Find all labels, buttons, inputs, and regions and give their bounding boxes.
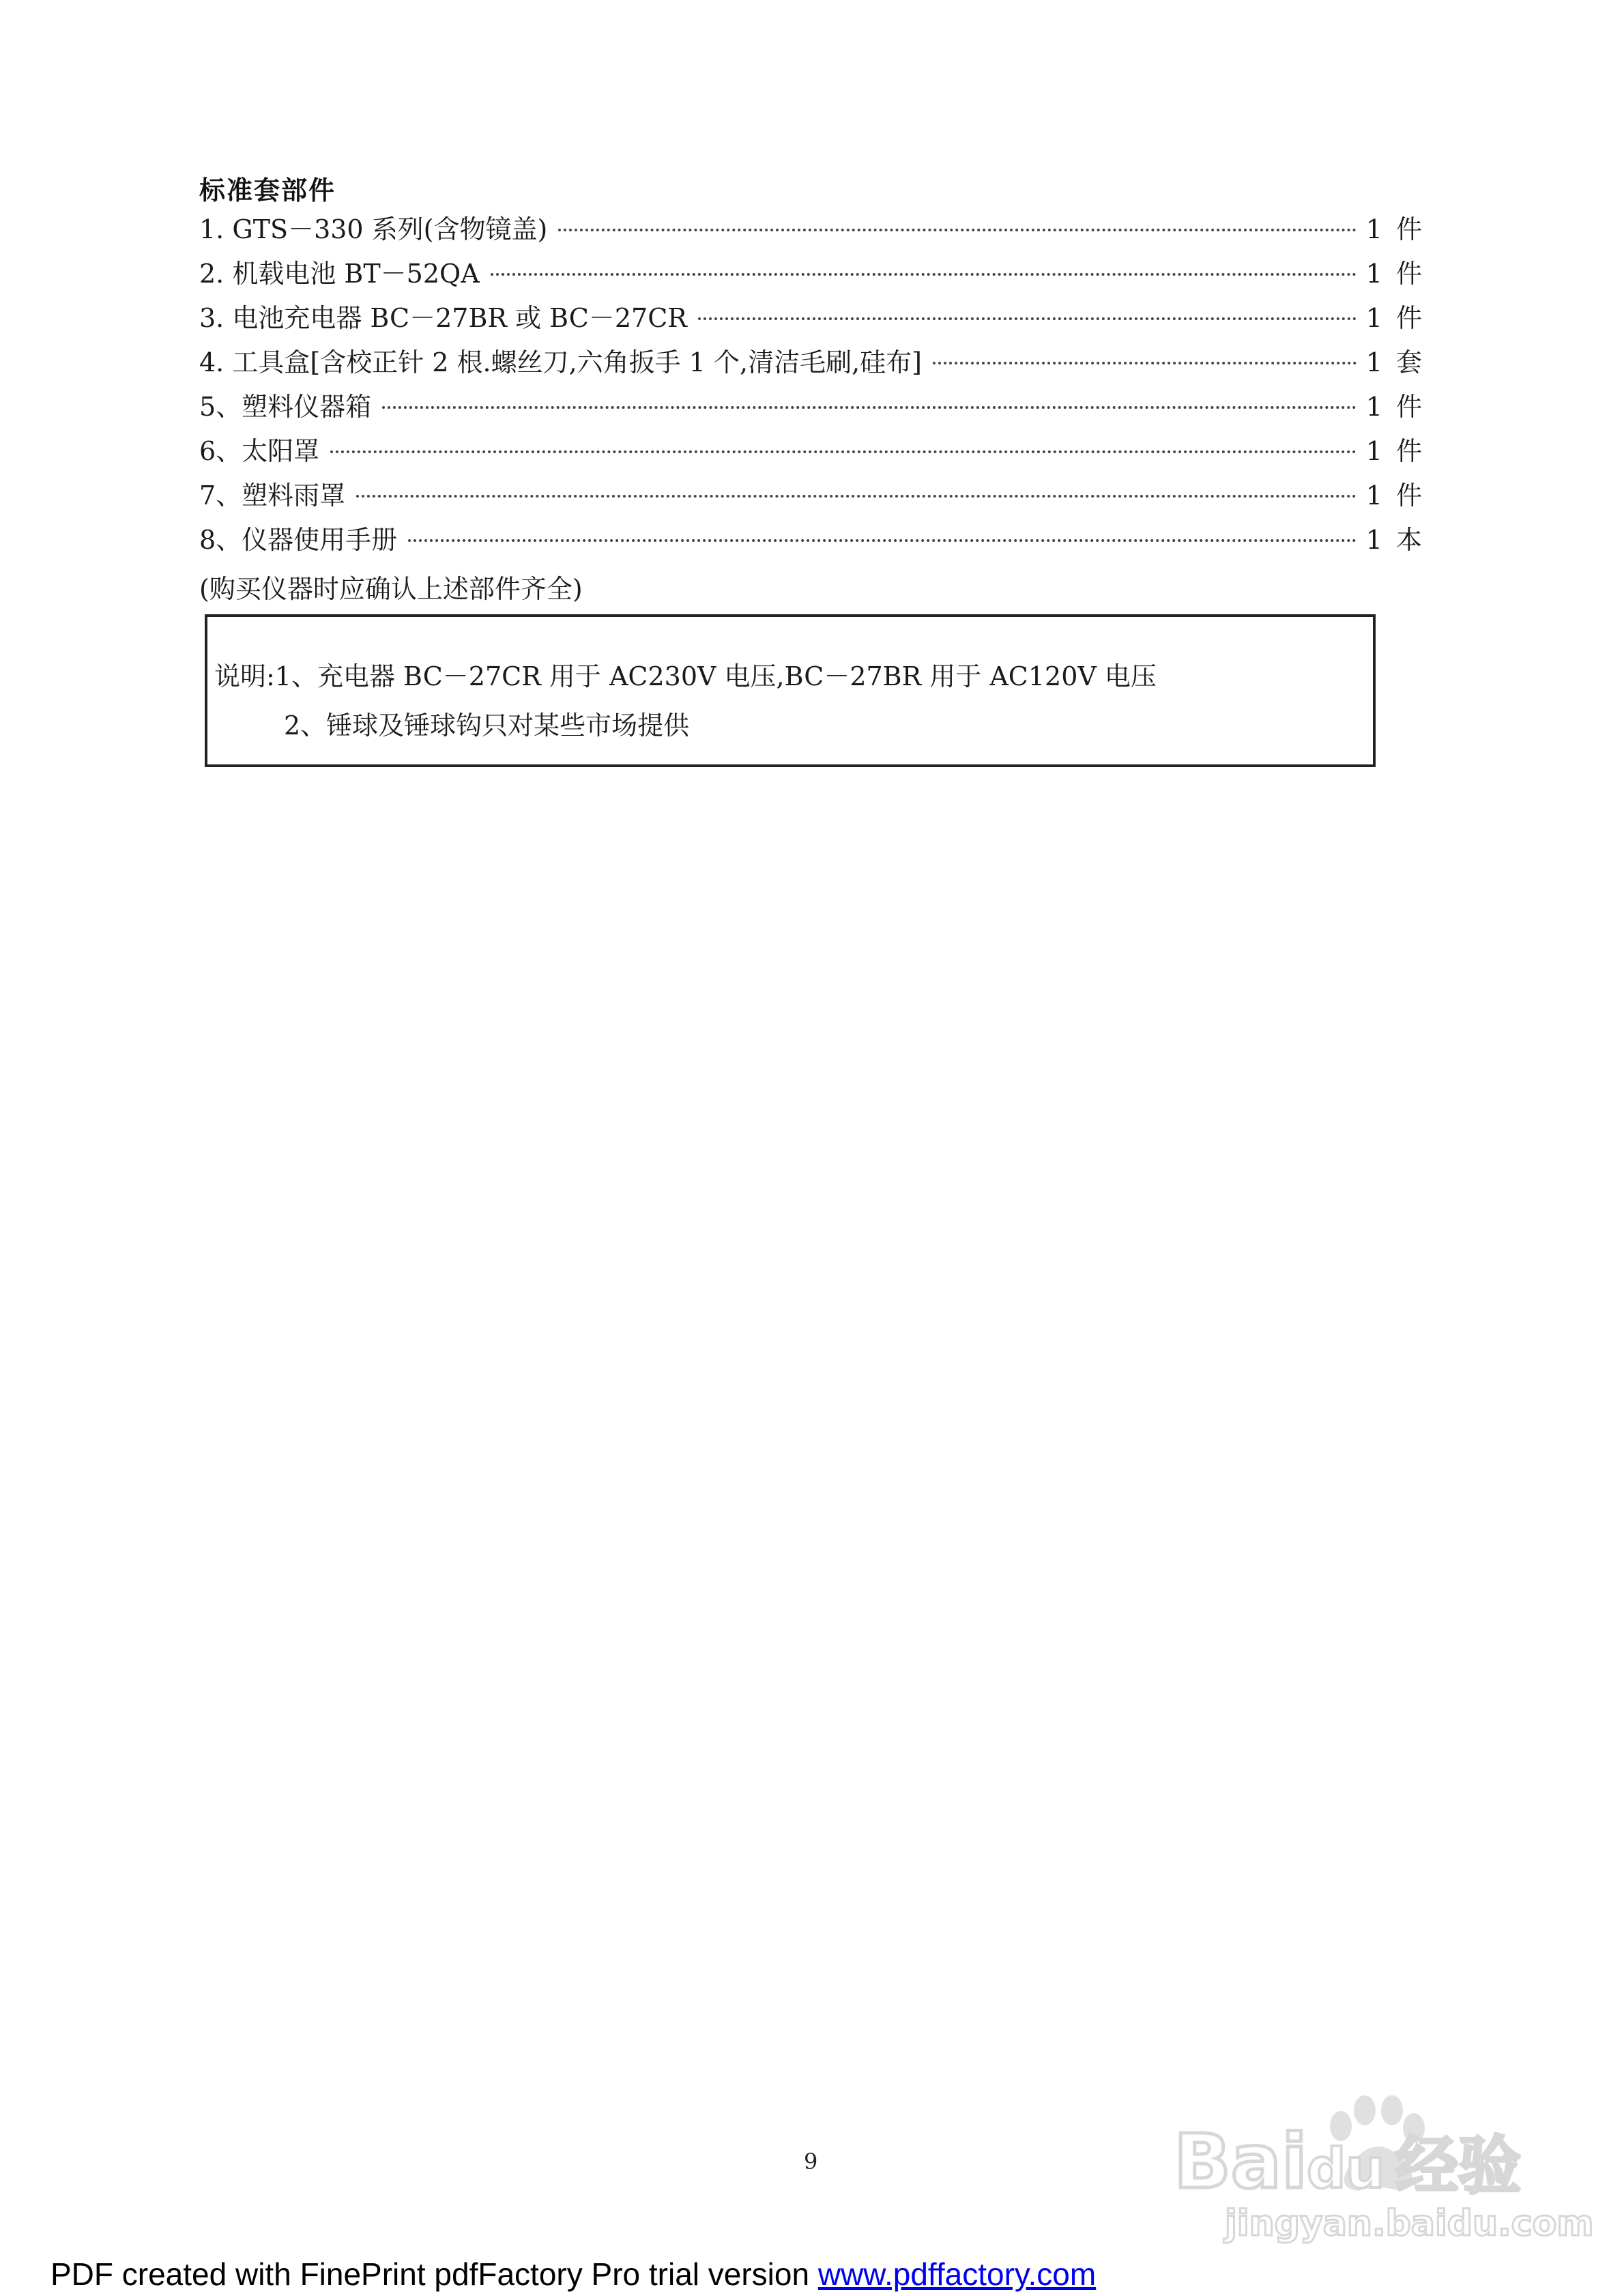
part-name: 2. 机载电池 BT－52QA — [199, 259, 480, 289]
watermark-du: du — [1307, 2137, 1385, 2200]
part-quantity: 1 件 — [1365, 392, 1425, 422]
part-name: 5、塑料仪器箱 — [199, 392, 372, 422]
list-item — [199, 341, 1425, 386]
part-quantity: 1 件 — [1365, 214, 1425, 244]
confirm-note: (购买仪器时应确认上述部件齐全) — [199, 574, 583, 604]
part-quantity: 1 件 — [1365, 436, 1425, 466]
part-quantity: 1 件 — [1365, 480, 1425, 511]
list-item — [199, 297, 1425, 341]
list-item — [199, 519, 1425, 563]
note-box — [205, 614, 1376, 767]
footer-link[interactable]: www.pdffactory.com — [817, 2256, 1097, 2292]
part-quantity: 1 件 — [1365, 259, 1425, 289]
list-item — [199, 430, 1425, 474]
part-name: 1. GTS－330 系列(含物镜盖) — [199, 214, 548, 244]
dot-leader — [698, 317, 1357, 320]
parts-list — [199, 208, 1425, 563]
part-name: 3. 电池充电器 BC－27BR 或 BC－27CR — [199, 303, 687, 333]
list-item — [199, 474, 1425, 519]
list-item — [199, 208, 1425, 253]
list-item — [199, 253, 1425, 297]
dot-leader — [491, 273, 1357, 276]
note-line-2: 2、锤球及锤球钩只对某些市场提供 — [284, 711, 690, 741]
dot-leader — [382, 406, 1357, 409]
dot-leader — [330, 450, 1357, 453]
part-name: 4. 工具盒[含校正针 2 根.螺丝刀,六角扳手 1 个,清洁毛刷,硅布] — [199, 347, 922, 377]
part-name: 6、太阳罩 — [199, 436, 320, 466]
baidu-jingyan-watermark — [1160, 2061, 1594, 2252]
footer-text: PDF created with FinePrint pdfFactory Pro trial version — [50, 2256, 818, 2292]
watermark-jingyan: 经验 — [1395, 2129, 1522, 2202]
watermark-brand: Bai — [1174, 2118, 1307, 2205]
section-heading: 标准套部件 — [199, 175, 336, 205]
page-number: 9 — [804, 2149, 818, 2175]
part-quantity: 1 套 — [1365, 347, 1425, 377]
part-quantity: 1 件 — [1365, 303, 1425, 333]
part-quantity: 1 本 — [1365, 525, 1425, 555]
watermark-url: jingyan.baidu.com — [1225, 2203, 1594, 2244]
dot-leader — [933, 362, 1357, 364]
pdf-footer — [50, 2256, 1096, 2293]
dot-leader — [356, 495, 1357, 498]
dot-leader — [408, 539, 1357, 542]
part-name: 8、仪器使用手册 — [199, 525, 398, 555]
part-name: 7、塑料雨罩 — [199, 480, 346, 511]
list-item — [199, 386, 1425, 430]
note-line-1: 说明:1、充电器 BC－27CR 用于 AC230V 电压,BC－27BR 用于 AC120V 电压 — [214, 661, 1157, 691]
dot-leader — [558, 229, 1356, 231]
